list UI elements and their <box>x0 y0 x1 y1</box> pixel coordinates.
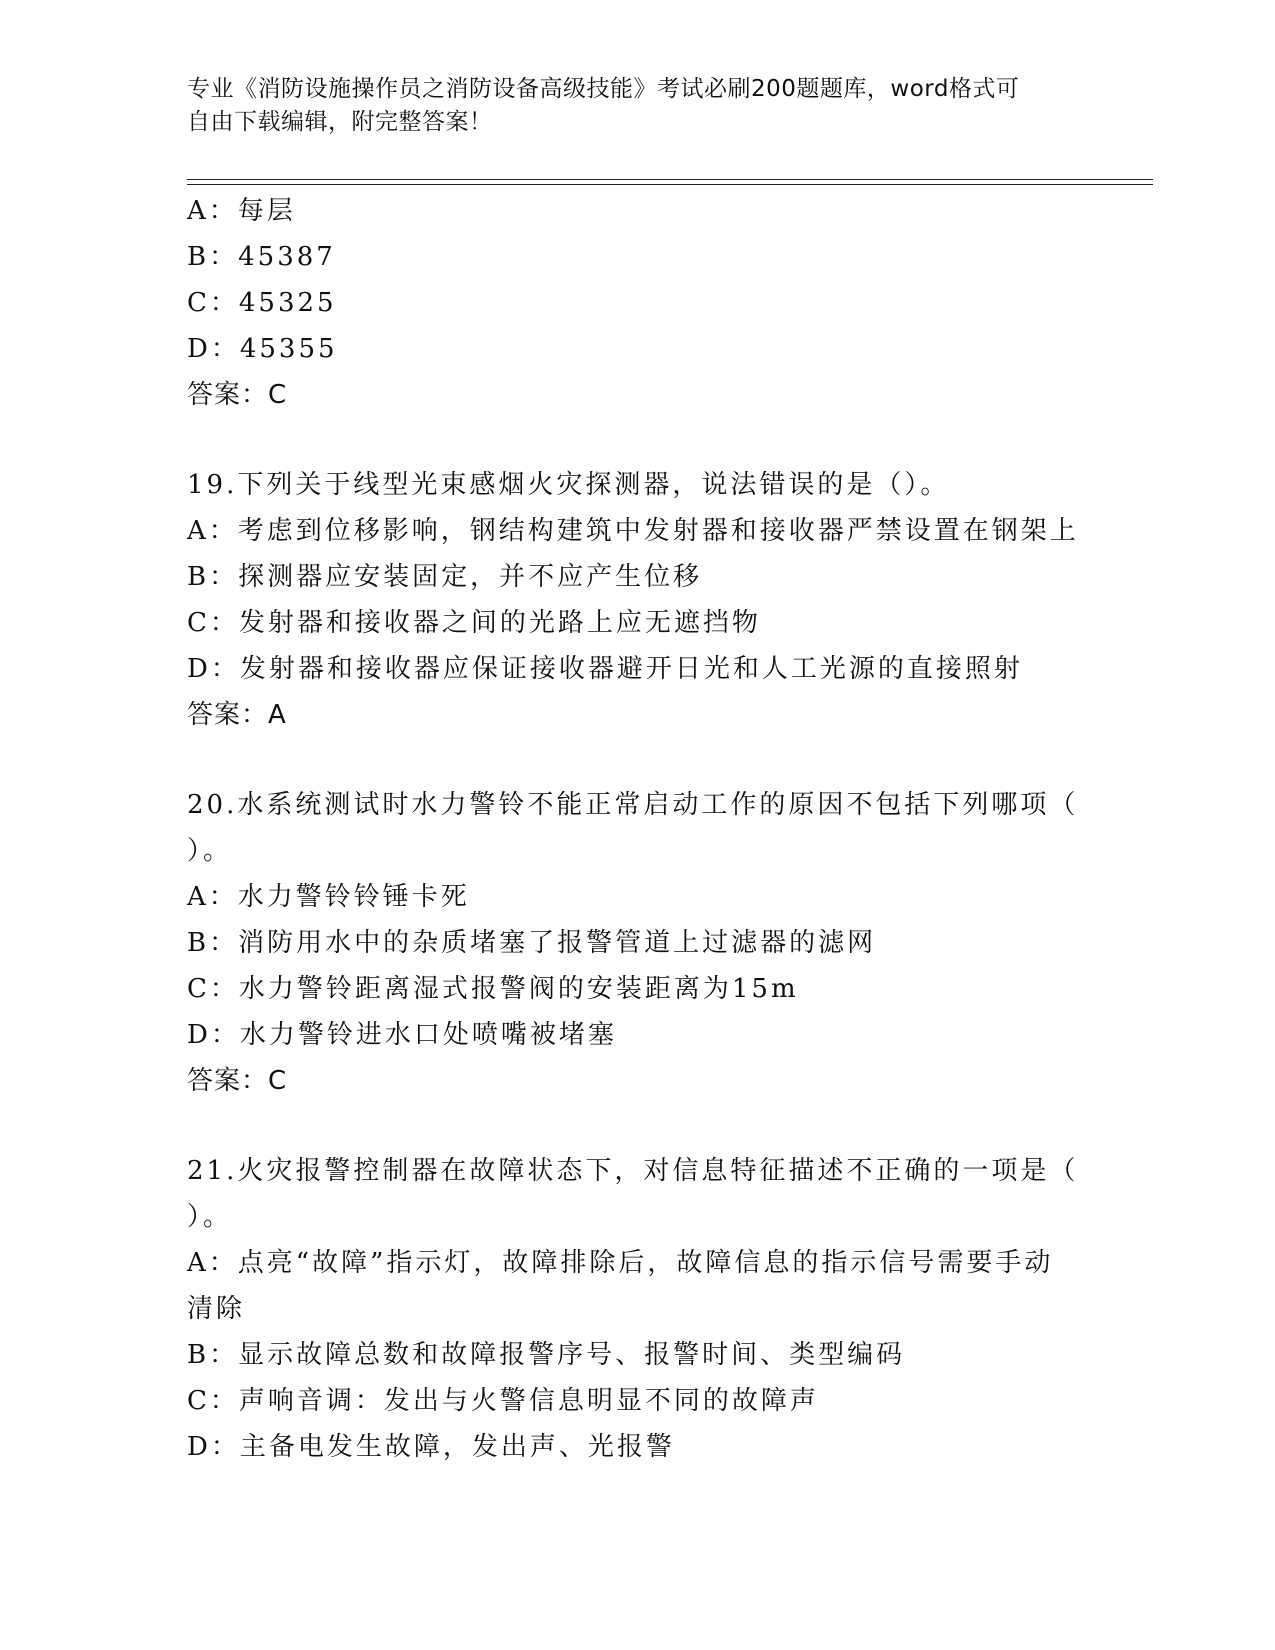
question-stem-line-2: ）。 <box>187 836 233 866</box>
option-b: B：显示故障总数和故障报警序号、报警时间、类型编码 <box>187 1340 906 1370</box>
option-d: D：45355 <box>187 334 338 364</box>
header-line-2: 自由下载编辑，附完整答案！ <box>187 109 493 135</box>
option-a-line-1: A：点亮“故障”指示灯，故障排除后，故障信息的指示信号需要手动 <box>187 1248 1054 1278</box>
option-c: C：45325 <box>187 288 337 318</box>
question-19 <box>187 462 1087 738</box>
document-header <box>187 73 1087 139</box>
option-b: B：探测器应安装固定，并不应产生位移 <box>187 562 703 592</box>
header-divider-top <box>187 179 1153 180</box>
option-d: D：水力警铃进水口处喷嘴被堵塞 <box>187 1020 617 1050</box>
question-18 <box>187 188 1087 418</box>
answer: 答案：C <box>187 380 288 410</box>
answer: 答案：C <box>187 1066 288 1096</box>
question-stem: 19.下列关于线型光束感烟火灾探测器，说法错误的是（）。 <box>187 470 950 500</box>
option-d: D：发射器和接收器应保证接收器避开日光和人工光源的直接照射 <box>187 654 1023 684</box>
option-d: D：主备电发生故障，发出声、光报警 <box>187 1432 675 1462</box>
option-b: B：消防用水中的杂质堵塞了报警管道上过滤器的滤网 <box>187 928 877 958</box>
header-line-1: 专业《消防设施操作员之消防设备高级技能》考试必刷200题题库，word格式可 <box>187 76 1020 102</box>
question-21 <box>187 1148 1087 1470</box>
option-c: C：水力警铃距离湿式报警阀的安装距离为15m <box>187 974 799 1004</box>
question-stem-line-1: 20.水系统测试时水力警铃不能正常启动工作的原因不包括下列哪项（ <box>187 790 1079 820</box>
answer: 答案：A <box>187 700 287 730</box>
option-b: B：45387 <box>187 242 336 272</box>
header-divider-bottom <box>187 184 1153 185</box>
question-20 <box>187 782 1087 1104</box>
spacer <box>187 738 1087 782</box>
option-c: C：发射器和接收器之间的光路上应无遮挡物 <box>187 608 761 638</box>
option-c: C：声响音调：发出与火警信息明显不同的故障声 <box>187 1386 819 1416</box>
option-a: A：考虑到位移影响，钢结构建筑中发射器和接收器严禁设置在钢架上 <box>187 516 1079 546</box>
option-a: A：每层 <box>187 196 296 226</box>
spacer <box>187 1104 1087 1148</box>
option-a: A：水力警铃铃锤卡死 <box>187 882 470 912</box>
option-a-line-2: 清除 <box>187 1294 246 1324</box>
spacer <box>187 418 1087 462</box>
question-stem-line-1: 21.火灾报警控制器在故障状态下，对信息特征描述不正确的一项是（ <box>187 1156 1079 1186</box>
question-stem-line-2: ）。 <box>187 1202 233 1232</box>
document-body <box>187 188 1087 1470</box>
